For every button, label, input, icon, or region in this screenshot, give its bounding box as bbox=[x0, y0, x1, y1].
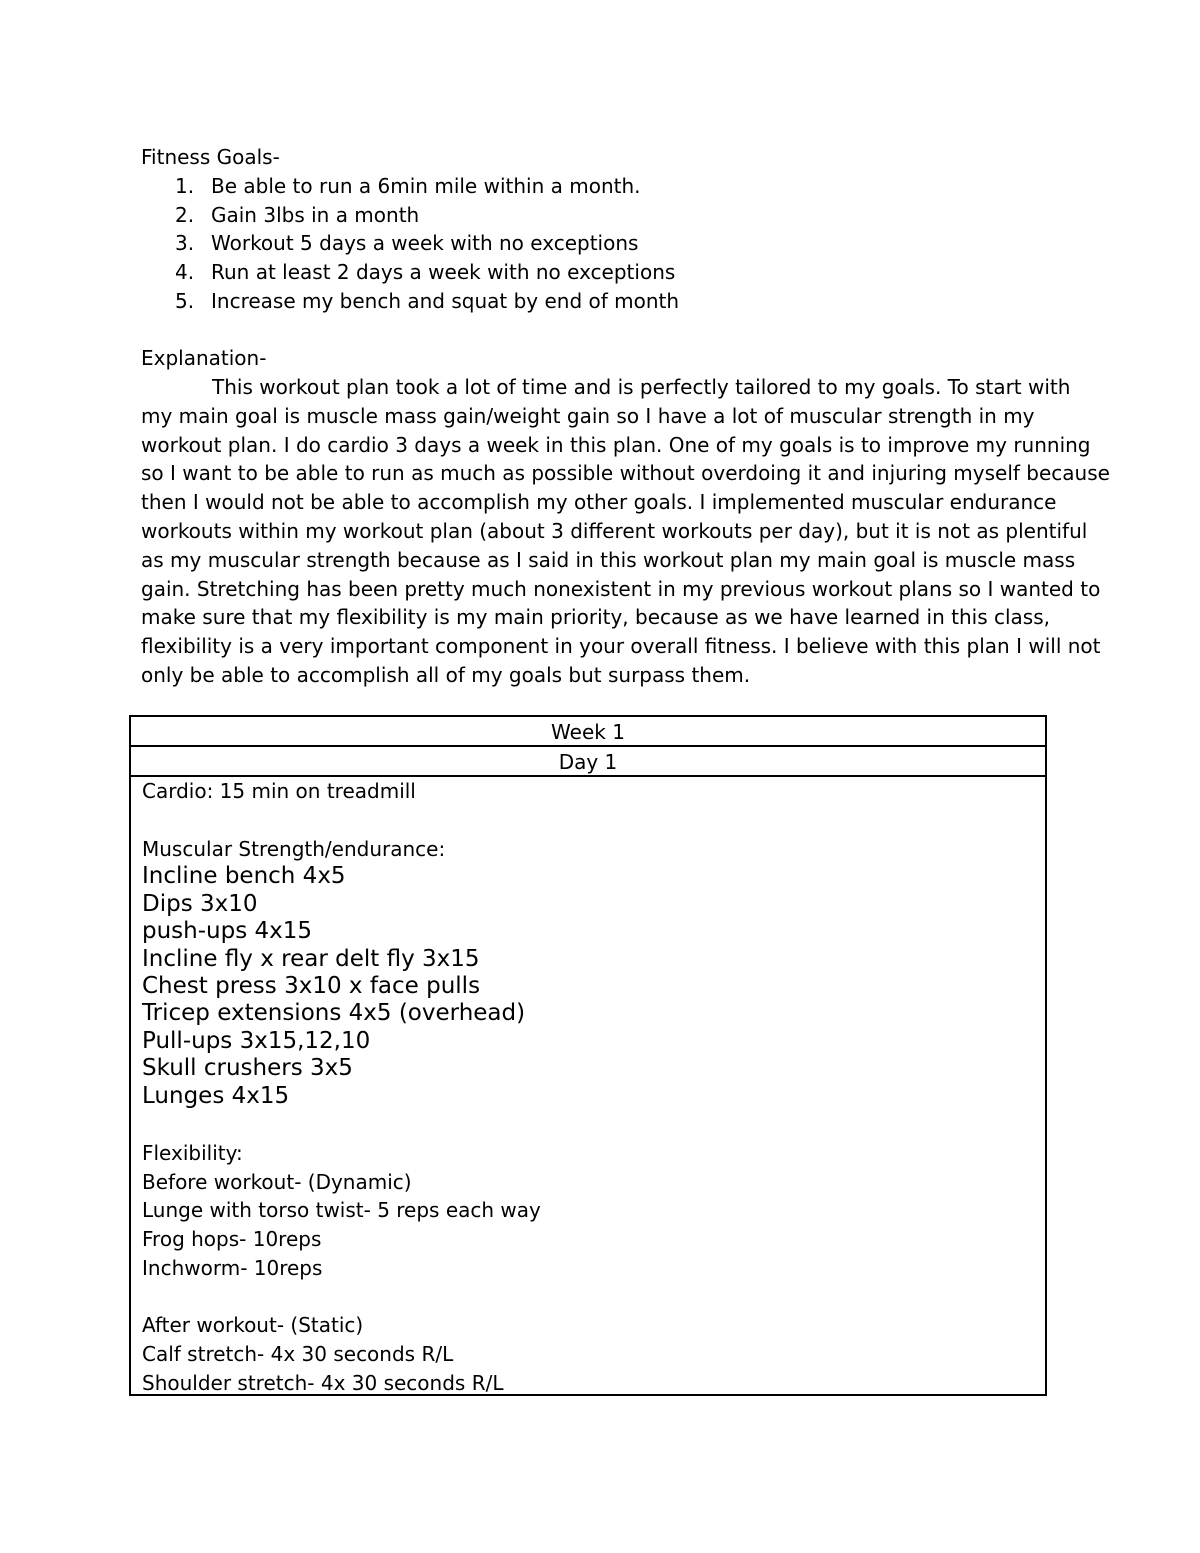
stretch-line: Frog hops- 10reps bbox=[142, 1227, 322, 1252]
goal-number: 2. bbox=[175, 202, 195, 227]
explanation-line: as my muscular strength because as I said in this workout plan my main goal is muscle mass bbox=[141, 547, 1076, 572]
cardio-line: Cardio: 15 min on treadmill bbox=[142, 779, 416, 803]
blank-line bbox=[142, 1110, 1045, 1139]
stretch-line: Before workout- (Dynamic) bbox=[142, 1169, 412, 1194]
stretch-line: Lunge with torso twist- 5 reps each way bbox=[142, 1198, 541, 1223]
flexibility-heading: Flexibility: bbox=[142, 1140, 243, 1165]
goal-text: Increase my bench and squat by end of month bbox=[211, 288, 680, 313]
fitness-goals-heading: Fitness Goals- bbox=[141, 145, 280, 169]
explanation-line: make sure that my flexibility is my main priority, because as we have learned in this class, bbox=[141, 605, 1050, 630]
stretch-line: Inchworm- 10reps bbox=[142, 1255, 323, 1280]
goal-text: Workout 5 days a week with no exceptions bbox=[211, 231, 639, 256]
explanation-line: workout plan. I do cardio 3 days a week in this plan. One of my goals is to improve my running bbox=[141, 432, 1091, 457]
exercise-item: Incline fly x rear delt fly 3x15 bbox=[142, 945, 480, 972]
explanation-line: flexibility is a very important component in your overall fitness. I believe with this plan I will not bbox=[141, 634, 1101, 659]
goal-text: Run at least 2 days a week with no exceptions bbox=[211, 260, 676, 285]
explanation-heading: Explanation- bbox=[141, 346, 267, 370]
day-plan-cell bbox=[131, 777, 1045, 1398]
explanation-line: then I would not be able to accomplish my other goals. I implemented muscular endurance bbox=[141, 490, 1057, 515]
exercise-item: Skull crushers 3x5 bbox=[142, 1055, 353, 1082]
goal-text: Be able to run a 6min mile within a month. bbox=[211, 174, 641, 198]
explanation-paragraph bbox=[141, 373, 1110, 690]
explanation-line: only be able to accomplish all of my goals but surpass them. bbox=[141, 662, 751, 687]
goal-number: 5. bbox=[175, 288, 195, 313]
stretch-line: After workout- (Static) bbox=[142, 1313, 364, 1338]
explanation-line: my main goal is muscle mass gain/weight gain so I have a lot of muscular strength in my bbox=[141, 403, 1035, 428]
day-header: Day 1 bbox=[131, 747, 1045, 777]
explanation-line: gain. Stretching has been pretty much nonexistent in my previous workout plans so I wanted to bbox=[141, 576, 1101, 601]
goal-text: Gain 3lbs in a month bbox=[211, 202, 420, 227]
exercise-item: Incline bench 4x5 bbox=[142, 863, 346, 890]
goal-number: 1. bbox=[175, 174, 195, 198]
explanation-line: workouts within my workout plan (about 3 different workouts per day), but it is not as plentiful bbox=[141, 518, 1088, 543]
exercise-item: push-ups 4x15 bbox=[142, 918, 313, 945]
explanation-line: This workout plan took a lot of time and is perfectly tailored to my goals. To start with bbox=[212, 375, 1071, 399]
exercise-item: Chest press 3x10 x face pulls bbox=[142, 972, 481, 999]
workout-plan-table bbox=[129, 715, 1047, 1396]
stretch-line: Shoulder stretch- 4x 30 seconds R/L bbox=[142, 1371, 504, 1396]
blank-line bbox=[142, 1283, 1045, 1312]
blank-line bbox=[142, 806, 1045, 835]
exercise-item: Tricep extensions 4x5 (overhead) bbox=[142, 1000, 526, 1027]
goal-number: 3. bbox=[175, 231, 195, 256]
goal-number: 4. bbox=[175, 260, 195, 285]
exercise-item: Dips 3x10 bbox=[142, 890, 258, 917]
explanation-line: so I want to be able to run as much as possible without overdoing it and injuring myself because bbox=[141, 461, 1110, 486]
exercise-item: Lunges 4x15 bbox=[142, 1082, 290, 1109]
exercise-item: Pull-ups 3x15,12,10 bbox=[142, 1027, 371, 1054]
stretch-line: Calf stretch- 4x 30 seconds R/L bbox=[142, 1342, 454, 1367]
strength-heading: Muscular Strength/endurance: bbox=[142, 836, 446, 861]
week-header: Week 1 bbox=[131, 717, 1045, 747]
